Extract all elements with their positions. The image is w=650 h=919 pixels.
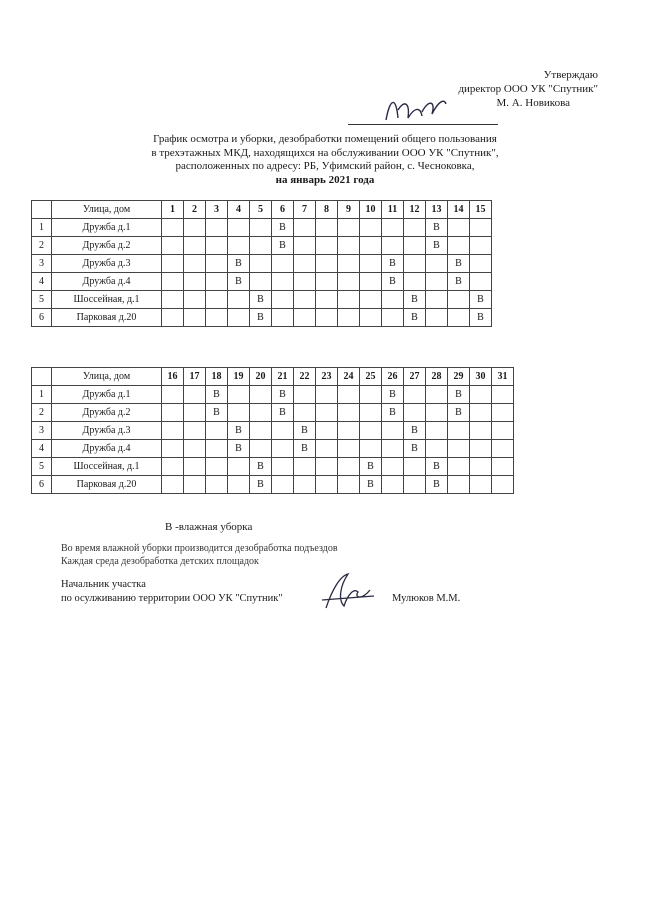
table-row: [32, 440, 514, 458]
day-cell: [206, 476, 228, 494]
day-cell: [316, 422, 338, 440]
day-cell: [338, 422, 360, 440]
day-cell: [184, 422, 206, 440]
row-street: Парковая д.20: [52, 309, 162, 327]
row-number: 3: [32, 422, 52, 440]
day-cell: В: [360, 458, 382, 476]
day-cell: [360, 255, 382, 273]
day-cell: [338, 458, 360, 476]
day-cell: [228, 476, 250, 494]
day-cell: [338, 255, 360, 273]
row-street: Шоссейная, д.1: [52, 458, 162, 476]
title-line-1: График осмотра и уборки, дезобработки помещений общего пользования: [153, 133, 497, 145]
title-line-2: в трехэтажных МКД, находящихся на обслуживании ООО УК "Спутник",: [151, 146, 499, 159]
day-cell: [338, 237, 360, 255]
day-cell: [250, 219, 272, 237]
day-cell: [250, 440, 272, 458]
table-row: [32, 237, 492, 255]
day-cell: [316, 404, 338, 422]
day-cell: [250, 422, 272, 440]
day-cell: [404, 404, 426, 422]
day-cell: [162, 440, 184, 458]
header-day: 19: [228, 368, 250, 386]
day-cell: [184, 291, 206, 309]
signature-line: [348, 124, 498, 125]
day-cell: [184, 440, 206, 458]
row-street: Дружба д.3: [52, 255, 162, 273]
row-number: 2: [32, 404, 52, 422]
day-cell: [294, 309, 316, 327]
row-number: 6: [32, 476, 52, 494]
day-cell: [382, 440, 404, 458]
day-cell: [294, 404, 316, 422]
day-cell: [250, 237, 272, 255]
header-day: 1: [162, 201, 184, 219]
day-cell: [316, 291, 338, 309]
day-cell: [184, 458, 206, 476]
header-number-cell: [32, 368, 52, 386]
day-cell: [448, 237, 470, 255]
header-day: 23: [316, 368, 338, 386]
approval-position: директор ООО УК "Спутник": [458, 83, 598, 95]
day-cell: [162, 309, 184, 327]
note-line-2: Каждая среда дезобработка детских площадок: [61, 555, 259, 567]
day-cell: [426, 422, 448, 440]
header-day: 22: [294, 368, 316, 386]
day-cell: В: [448, 273, 470, 291]
day-cell: [426, 404, 448, 422]
day-cell: [272, 458, 294, 476]
day-cell: [338, 386, 360, 404]
header-day: 20: [250, 368, 272, 386]
day-cell: [272, 273, 294, 291]
day-cell: [426, 309, 448, 327]
row-number: 4: [32, 273, 52, 291]
row-number: 3: [32, 255, 52, 273]
day-cell: [448, 219, 470, 237]
day-cell: [404, 476, 426, 494]
day-cell: [470, 237, 492, 255]
header-day: 30: [470, 368, 492, 386]
row-street: Дружба д.4: [52, 440, 162, 458]
day-cell: [206, 309, 228, 327]
day-cell: В: [426, 219, 448, 237]
day-cell: [162, 291, 184, 309]
day-cell: В: [426, 476, 448, 494]
day-cell: [316, 237, 338, 255]
header-day: 3: [206, 201, 228, 219]
day-cell: [338, 309, 360, 327]
day-cell: В: [206, 386, 228, 404]
day-cell: [162, 219, 184, 237]
header-day: 28: [426, 368, 448, 386]
day-cell: В: [360, 476, 382, 494]
row-street: Дружба д.2: [52, 404, 162, 422]
day-cell: [404, 273, 426, 291]
chief-signature: [318, 570, 378, 614]
row-number: 6: [32, 309, 52, 327]
approval-name: М. А. Новикова: [496, 97, 570, 109]
header-day: 5: [250, 201, 272, 219]
day-cell: [162, 476, 184, 494]
table-row: [32, 386, 514, 404]
table-row: [32, 273, 492, 291]
legend: В -влажная уборка: [165, 521, 253, 533]
day-cell: В: [404, 440, 426, 458]
day-cell: [382, 237, 404, 255]
day-cell: [426, 440, 448, 458]
table-row: [32, 458, 514, 476]
header-street-label: Улица, дом: [52, 368, 162, 386]
day-cell: [470, 440, 492, 458]
document-title: [120, 133, 530, 187]
day-cell: [448, 422, 470, 440]
day-cell: [162, 458, 184, 476]
note-line-1: Во время влажной уборки производится дезобработка подъездов: [61, 543, 338, 554]
title-line-3: расположенных по адресу: РБ, Уфимский район, с. Чесноковка,: [175, 160, 475, 172]
day-cell: [382, 291, 404, 309]
title-line-4: на январь 2021 года: [275, 173, 375, 186]
header-day: 27: [404, 368, 426, 386]
day-cell: [470, 255, 492, 273]
day-cell: В: [470, 309, 492, 327]
day-cell: В: [250, 476, 272, 494]
day-cell: [470, 273, 492, 291]
day-cell: [426, 255, 448, 273]
header-day: 26: [382, 368, 404, 386]
day-cell: [228, 404, 250, 422]
header-day: 14: [448, 201, 470, 219]
day-cell: [272, 422, 294, 440]
day-cell: [492, 422, 514, 440]
day-cell: [206, 255, 228, 273]
day-cell: [294, 458, 316, 476]
day-cell: [316, 309, 338, 327]
schedule-table-1: [31, 200, 492, 327]
day-cell: [162, 386, 184, 404]
day-cell: [184, 476, 206, 494]
schedule-table-2: [31, 367, 514, 494]
approval-heading: Утверждаю: [543, 69, 598, 81]
header-day: 8: [316, 201, 338, 219]
header-day: 4: [228, 201, 250, 219]
day-cell: В: [404, 309, 426, 327]
day-cell: [382, 476, 404, 494]
header-street-label: Улица, дом: [52, 201, 162, 219]
day-cell: В: [272, 219, 294, 237]
table-row: [32, 404, 514, 422]
day-cell: В: [272, 386, 294, 404]
day-cell: [272, 476, 294, 494]
day-cell: [294, 255, 316, 273]
table-row: [32, 309, 492, 327]
day-cell: [272, 440, 294, 458]
day-cell: [470, 404, 492, 422]
day-cell: [316, 219, 338, 237]
day-cell: [294, 476, 316, 494]
row-number: 1: [32, 386, 52, 404]
day-cell: [338, 291, 360, 309]
day-cell: [360, 291, 382, 309]
day-cell: В: [470, 291, 492, 309]
day-cell: [272, 291, 294, 309]
day-cell: [294, 386, 316, 404]
day-cell: [316, 386, 338, 404]
row-street: Дружба д.2: [52, 237, 162, 255]
header-row: [32, 368, 514, 386]
header-day: 15: [470, 201, 492, 219]
day-cell: [316, 440, 338, 458]
day-cell: [228, 386, 250, 404]
header-day: 12: [404, 201, 426, 219]
day-cell: [162, 422, 184, 440]
day-cell: [404, 386, 426, 404]
day-cell: [316, 273, 338, 291]
table-row: [32, 476, 514, 494]
day-cell: В: [206, 404, 228, 422]
chief-title: Начальник участка: [61, 579, 146, 590]
day-cell: В: [250, 291, 272, 309]
day-cell: [360, 386, 382, 404]
day-cell: [294, 291, 316, 309]
header-day: 31: [492, 368, 514, 386]
day-cell: [206, 422, 228, 440]
day-cell: [316, 476, 338, 494]
day-cell: [162, 273, 184, 291]
header-day: 2: [184, 201, 206, 219]
day-cell: [250, 386, 272, 404]
day-cell: В: [404, 291, 426, 309]
row-street: Дружба д.1: [52, 219, 162, 237]
day-cell: [360, 273, 382, 291]
day-cell: [250, 273, 272, 291]
header-day: 6: [272, 201, 294, 219]
day-cell: В: [228, 422, 250, 440]
day-cell: В: [382, 273, 404, 291]
day-cell: В: [272, 404, 294, 422]
day-cell: [184, 386, 206, 404]
row-number: 2: [32, 237, 52, 255]
day-cell: [184, 309, 206, 327]
day-cell: [448, 458, 470, 476]
day-cell: [470, 458, 492, 476]
day-cell: [162, 255, 184, 273]
chief-block: [61, 578, 283, 606]
chief-name: Мулюков М.М.: [392, 593, 461, 604]
day-cell: [294, 219, 316, 237]
day-cell: [382, 309, 404, 327]
day-cell: [492, 476, 514, 494]
header-day: 17: [184, 368, 206, 386]
day-cell: [360, 237, 382, 255]
day-cell: В: [426, 237, 448, 255]
day-cell: [206, 237, 228, 255]
day-cell: В: [448, 255, 470, 273]
row-number: 1: [32, 219, 52, 237]
day-cell: [470, 219, 492, 237]
header-number-cell: [32, 201, 52, 219]
day-cell: [426, 386, 448, 404]
day-cell: В: [382, 255, 404, 273]
day-cell: В: [426, 458, 448, 476]
day-cell: [448, 309, 470, 327]
day-cell: [338, 440, 360, 458]
day-cell: [228, 237, 250, 255]
day-cell: [162, 404, 184, 422]
day-cell: [404, 458, 426, 476]
notes: [61, 543, 338, 568]
header-day: 18: [206, 368, 228, 386]
day-cell: [184, 273, 206, 291]
day-cell: [338, 404, 360, 422]
day-cell: [206, 458, 228, 476]
day-cell: [492, 458, 514, 476]
day-cell: [448, 440, 470, 458]
day-cell: [184, 404, 206, 422]
header-day: 16: [162, 368, 184, 386]
day-cell: В: [228, 255, 250, 273]
day-cell: [184, 255, 206, 273]
day-cell: [316, 255, 338, 273]
header-day: 10: [360, 201, 382, 219]
day-cell: [360, 440, 382, 458]
table-row: [32, 255, 492, 273]
day-cell: [470, 422, 492, 440]
day-cell: [294, 273, 316, 291]
day-cell: В: [272, 237, 294, 255]
header-day: 25: [360, 368, 382, 386]
day-cell: [360, 219, 382, 237]
day-cell: [338, 219, 360, 237]
day-cell: В: [382, 404, 404, 422]
day-cell: В: [250, 309, 272, 327]
day-cell: [206, 440, 228, 458]
day-cell: [470, 476, 492, 494]
day-cell: В: [294, 440, 316, 458]
day-cell: [426, 291, 448, 309]
row-street: Дружба д.1: [52, 386, 162, 404]
day-cell: [228, 458, 250, 476]
day-cell: [382, 458, 404, 476]
row-number: 5: [32, 458, 52, 476]
row-number: 4: [32, 440, 52, 458]
approval-block: [458, 68, 598, 110]
row-street: Шоссейная, д.1: [52, 291, 162, 309]
day-cell: [404, 255, 426, 273]
day-cell: [470, 386, 492, 404]
day-cell: [448, 476, 470, 494]
day-cell: [228, 219, 250, 237]
header-day: 24: [338, 368, 360, 386]
day-cell: [492, 440, 514, 458]
day-cell: В: [448, 404, 470, 422]
header-row: [32, 201, 492, 219]
day-cell: [360, 422, 382, 440]
day-cell: [492, 386, 514, 404]
day-cell: [250, 404, 272, 422]
day-cell: [250, 255, 272, 273]
header-day: 13: [426, 201, 448, 219]
day-cell: [382, 219, 404, 237]
day-cell: [272, 255, 294, 273]
header-day: 9: [338, 201, 360, 219]
day-cell: В: [294, 422, 316, 440]
day-cell: В: [228, 440, 250, 458]
row-number: 5: [32, 291, 52, 309]
day-cell: [338, 273, 360, 291]
day-cell: [184, 219, 206, 237]
header-day: 29: [448, 368, 470, 386]
day-cell: [228, 291, 250, 309]
day-cell: В: [404, 422, 426, 440]
day-cell: [360, 404, 382, 422]
table-row: [32, 291, 492, 309]
day-cell: [206, 219, 228, 237]
day-cell: [404, 237, 426, 255]
row-street: Парковая д.20: [52, 476, 162, 494]
day-cell: [184, 237, 206, 255]
header-day: 7: [294, 201, 316, 219]
day-cell: [338, 476, 360, 494]
day-cell: [426, 273, 448, 291]
day-cell: В: [250, 458, 272, 476]
row-street: Дружба д.3: [52, 422, 162, 440]
day-cell: [206, 291, 228, 309]
table-row: [32, 219, 492, 237]
header-day: 11: [382, 201, 404, 219]
day-cell: [492, 404, 514, 422]
day-cell: [316, 458, 338, 476]
day-cell: [294, 237, 316, 255]
day-cell: В: [382, 386, 404, 404]
day-cell: [360, 309, 382, 327]
day-cell: [206, 273, 228, 291]
day-cell: [404, 219, 426, 237]
chief-organization: по осулживанию территории ООО УК "Спутник": [61, 593, 283, 604]
day-cell: [162, 237, 184, 255]
row-street: Дружба д.4: [52, 273, 162, 291]
day-cell: [448, 291, 470, 309]
day-cell: [272, 309, 294, 327]
table-row: [32, 422, 514, 440]
day-cell: В: [228, 273, 250, 291]
day-cell: В: [448, 386, 470, 404]
day-cell: [228, 309, 250, 327]
day-cell: [382, 422, 404, 440]
header-day: 21: [272, 368, 294, 386]
